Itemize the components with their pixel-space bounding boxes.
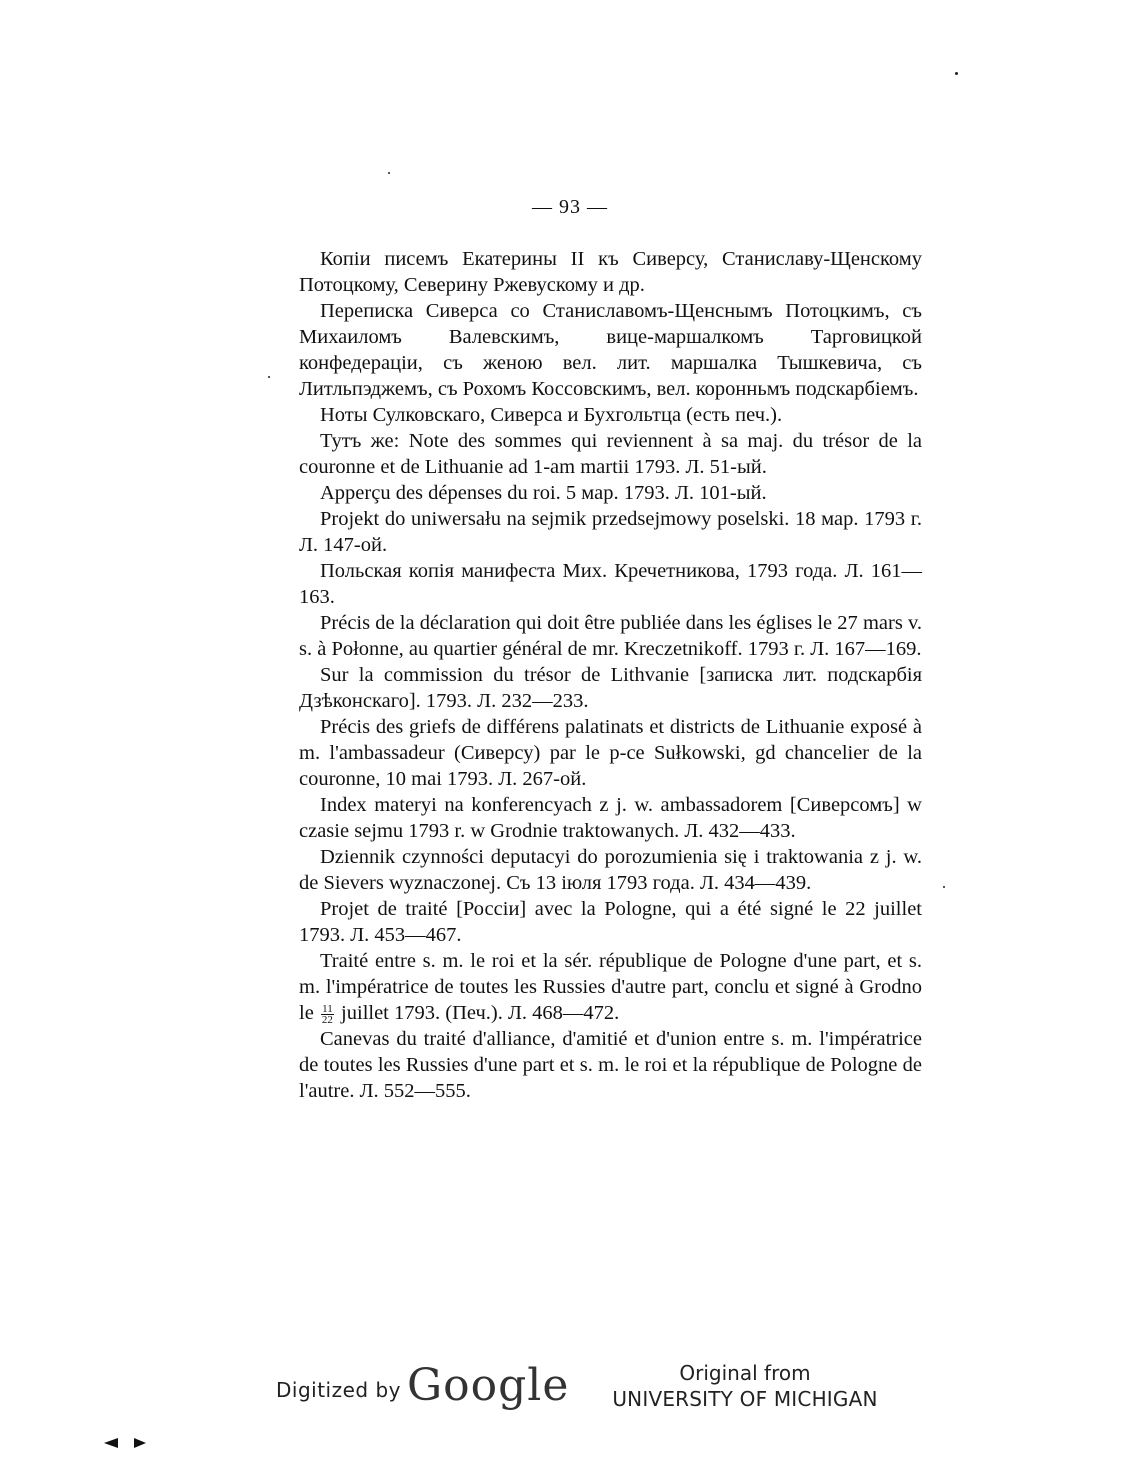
date-fraction — [321, 1004, 334, 1025]
entry-6: Projekt do uniwersału na sejmik przedsejmowy poselski. 18 мар. 1793 г. Л. 147-ой. — [299, 508, 922, 556]
google-logo: Google — [407, 1360, 570, 1411]
scan-speck — [955, 72, 958, 75]
entry-treaty — [299, 948, 922, 1026]
entry-11: Index materyi na konferencyach z j. w. ambassadorem [Сиверсомъ] w czasie sejmu 1793 r. w Grodnie traktowanych. Л. 432—433. — [299, 794, 922, 842]
entry-7: Польская копія манифеста Мих. Кречетникова, 1793 года. Л. 161—163. — [299, 560, 922, 608]
treaty-text-before: Traité entre s. m. le roi et la sér. république de Pologne d'une part, et s. m. l'impératrice de toutes les Russies d'autre part, conclu et signé à Grodno le — [299, 950, 922, 1024]
source-credit — [610, 1360, 880, 1412]
entry-13: Projet de traité [Россіи] avec la Pologne, qui a été signé le 22 juillet 1793. Л. 453—467. — [299, 898, 922, 946]
scan-speck — [388, 172, 390, 174]
text-block — [299, 246, 922, 1104]
page-number: — 93 — — [532, 196, 608, 218]
entry-4: Тутъ же: Note des sommes qui reviennent à sa maj. du trésor de la couronne et de Lithuanie ad 1-am martii 1793. Л. 51-ый. — [299, 430, 922, 478]
entry-last: Canevas du traité d'alliance, d'amitié et d'union entre s. m. l'impératrice de toutes les Russies d'une part et s. m. le roi et la république de Pologne de l'autre. Л. 552—555. — [299, 1028, 922, 1102]
scan-speck — [268, 376, 270, 378]
treaty-text-after: juillet 1793. (Печ.). Л. 468—472. — [341, 1002, 620, 1024]
original-from-label: Original from — [679, 1361, 811, 1385]
fraction-denominator: 22 — [321, 1013, 333, 1026]
google-watermark — [276, 1358, 570, 1411]
entry-3: Ноты Сулковскаго, Сиверса и Бухгольтца (есть печ.). — [320, 404, 783, 426]
entry-12: Dziennik czynności deputacyi do porozumienia się i traktowania z j. w. de Sievers wyznaczonej. Съ 13 іюля 1793 года. Л. 434—439. — [299, 846, 922, 894]
arrow-left-icon[interactable] — [104, 1438, 118, 1448]
scan-speck — [943, 886, 945, 888]
entry-2: Переписка Сиверса со Станиславомъ-Щенснымъ Потоцкимъ, съ Михаиломъ Валевскимъ, вице-маршалкомъ Тарговицкой конфедераціи, съ женою вел. лит. маршалка Тышкевича, съ Литльпэджемъ, съ Рохомъ Коссовскимъ, вел. коронньмъ подскарбіемъ. — [299, 300, 922, 400]
entry-9: Sur la commission du trésor de Lithvanie [записка лит. подскарбія Дзѣконскаго]. 1793. Л. 232—233. — [299, 664, 922, 712]
institution-label: UNIVERSITY OF MICHIGAN — [612, 1387, 878, 1411]
digitized-by-label: Digitized by — [276, 1378, 401, 1402]
entry-10: Précis des griefs de différens palatinats et districts de Lithuanie exposé à m. l'ambassadeur (Сиверсу) par le p-ce Sułkowski, gd chancelier de la couronne, 10 mai 1793. Л. 267-ой. — [299, 716, 922, 790]
arrow-right-icon[interactable] — [134, 1438, 146, 1448]
fraction-numerator: 11 — [322, 1002, 333, 1015]
entry-5: Apperçu des dépenses du roi. 5 мар. 1793. Л. 101-ый. — [320, 482, 767, 504]
entry-1: Копіи писемъ Екатерины II къ Сиверсу, Станиславу-Щенскому Потоцкому, Северину Ржевускому и др. — [299, 248, 922, 296]
page-nav — [104, 1438, 146, 1448]
entry-8: Précis de la déclaration qui doit être publiée dans les églises le 27 mars v. s. à Połonne, au quartier général de mr. Kreczetnikoff. 1793 г. Л. 167—169. — [299, 612, 922, 660]
